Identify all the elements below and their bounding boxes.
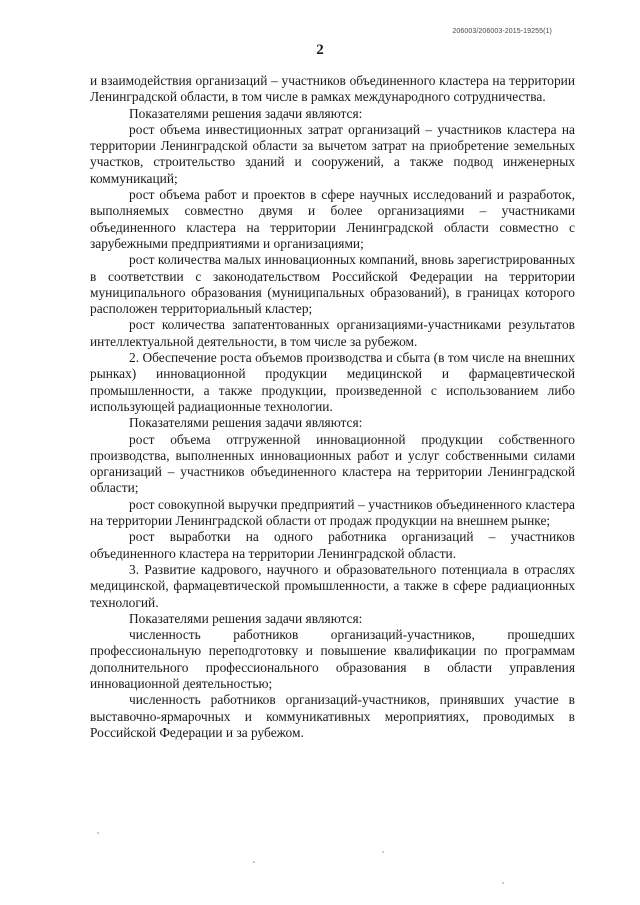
- paragraph: рост выработки на одного работника организаций – участников объединенного кластера на территории Ленинградской области.: [90, 529, 575, 561]
- paragraph: рост количества запатентованных организациями-участниками результатов интеллектуальной деятельности, в том числе за рубежом.: [90, 317, 575, 349]
- scan-speck: [97, 832, 99, 834]
- paragraph: численность работников организаций-участников, принявших участие в выставочно-ярмарочных и коммуникативных мероприятиях, проводимых в Российской Федерации и за рубежом.: [90, 692, 575, 740]
- scan-speck: [253, 861, 255, 863]
- paragraph: Показателями решения задачи являются:: [129, 415, 363, 431]
- paragraph: рост объема отгруженной инновационной продукции собственного производства, выполненных инновационных работ и услуг собственными силами организаций – участников объединенного кластера на территории Ленинградской области;: [90, 431, 575, 496]
- scan-speck: [502, 882, 504, 884]
- scan-speck: [382, 851, 384, 853]
- paragraph: рост количества малых инновационных компаний, вновь зарегистрированных в соответствии с законодательством Российской Федерации на территории муниципального образования (муниципальных образований), в границах которого расположен территориальный кластер;: [90, 252, 576, 317]
- paragraph: и взаимодействия организаций – участников объединенного кластера на территории Ленинградской области, в том числе в рамках международного сотрудничества.: [90, 73, 575, 105]
- paragraph: рост объема работ и проектов в сфере научных исследований и разработок, выполняемых совместно двумя и более организациями – участниками объединенного кластера на территории Ленинградской области совместно с зарубежными предприятиями и организациями;: [90, 187, 575, 251]
- paragraph: Показателями решения задачи являются:: [129, 610, 363, 626]
- paragraph: численность работников организаций-участников, прошедших профессиональную переподготовку и повышение квалификации по программам дополнительного профессионального образования в области управления инновационной деятельностью;: [90, 627, 575, 691]
- document-body: [90, 73, 575, 741]
- paragraph: рост совокупной выручки предприятий – участников объединенного кластера на территории Ленинградской области от продаж продукции на внешнем рынке;: [90, 496, 575, 529]
- document-id: 206003/206003-2015-19255(1): [452, 28, 552, 35]
- paragraph: Показателями решения задачи являются:: [129, 105, 363, 121]
- paragraph: 3. Развитие кадрового, научного и образовательного потенциала в отраслях медицинской, фармацевтической промышленности, а также в сфере радиационных технологий.: [90, 561, 575, 610]
- paragraph: 2. Обеспечение роста объемов производства и сбыта (в том числе на внешних рынках) инновационной продукции медицинской и фармацевтической промышленности, а также продукции, произведенной с использованием либо использующей радиационные технологии.: [90, 350, 575, 414]
- page-number: 2: [316, 42, 324, 58]
- paragraph: рост объема инвестиционных затрат организаций – участников кластера на территории Ленинградской области за вычетом затрат на приобретение земельных участков, строительство зданий и сооружений, а также подвод инженерных коммуникаций;: [90, 121, 575, 186]
